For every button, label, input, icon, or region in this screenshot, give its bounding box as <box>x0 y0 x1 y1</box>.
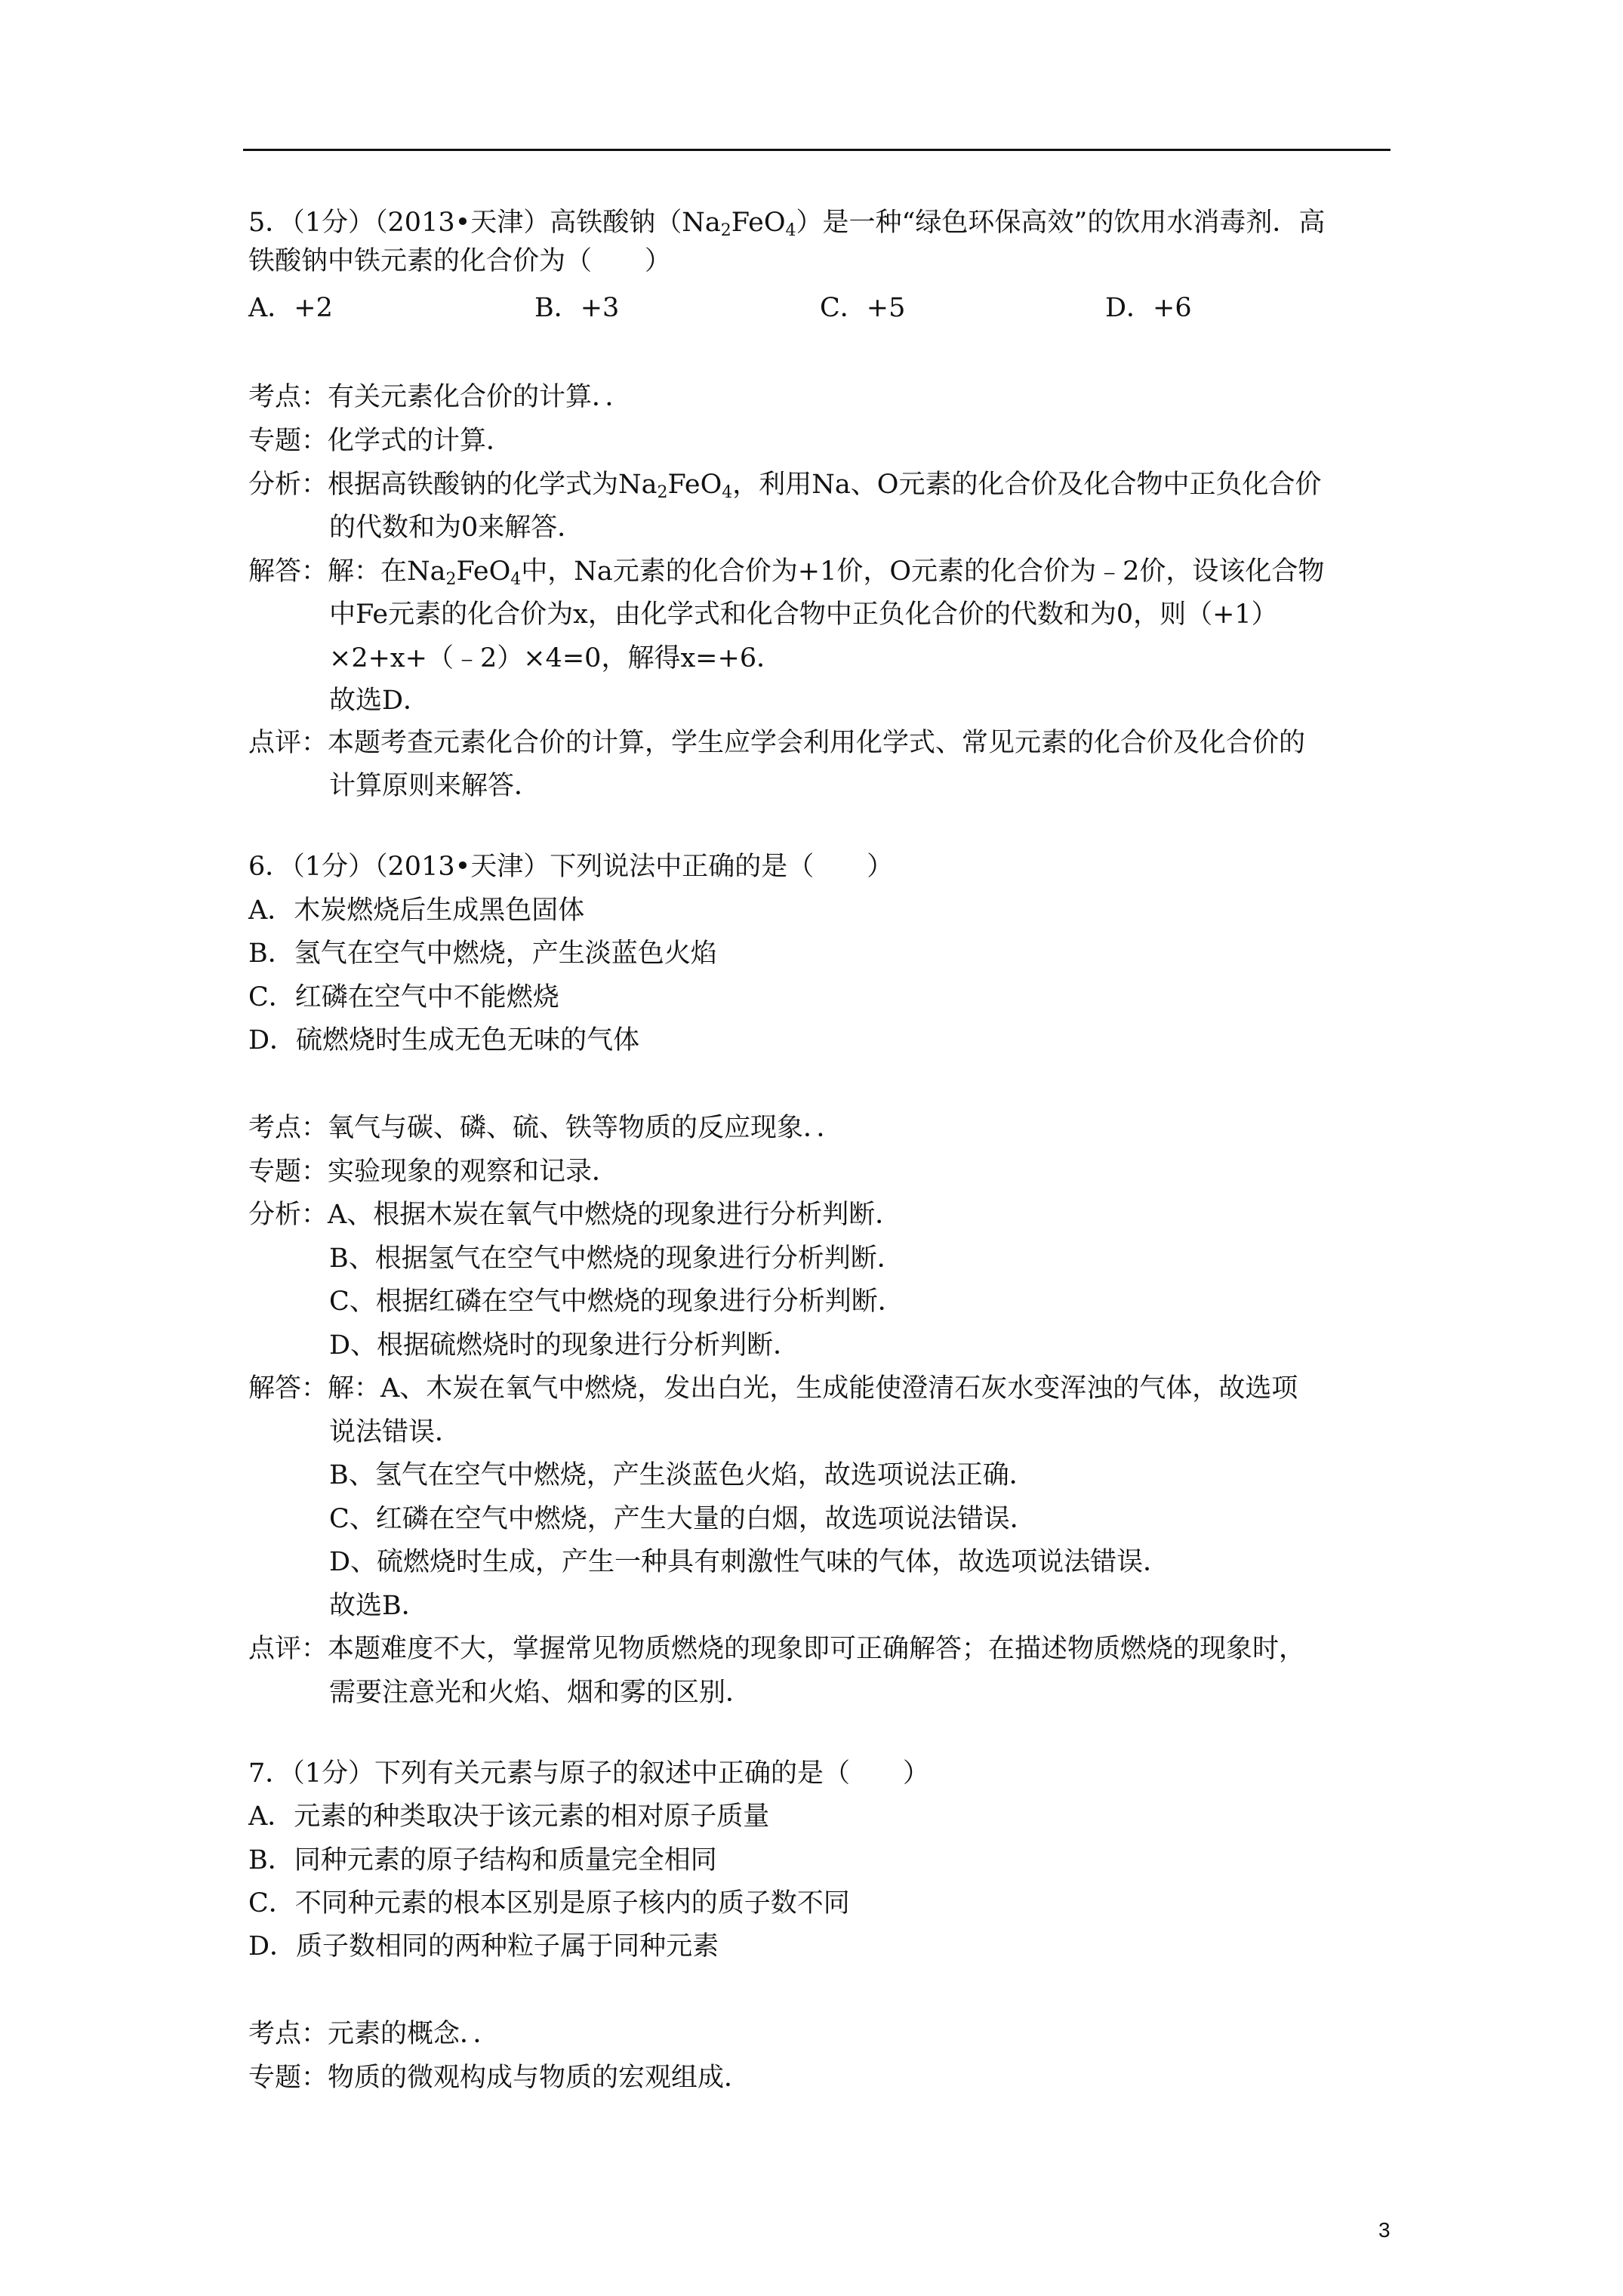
q6-option-b: B．氢气在空气中燃烧，产生淡蓝色火焰 <box>248 938 717 969</box>
q6-option-a: A．木炭燃烧后生成黑色固体 <box>248 895 585 926</box>
q6-dianping-line2: 需要注意光和火焰、烟和雾的区别． <box>329 1678 753 1708</box>
q6-option-c: C．红磷在空气中不能燃烧 <box>248 982 559 1012</box>
header-rule <box>243 149 1390 151</box>
q5-option-d: D．+6 <box>1105 293 1192 323</box>
q6-jieda-line3: B、氢气在空气中燃烧，产生淡蓝色火焰，故选项说法正确． <box>329 1460 1036 1490</box>
q5-option-c: C．+5 <box>820 293 906 323</box>
q6-zhuanti: 专题：实验现象的观察和记录． <box>248 1157 619 1187</box>
q5-kaodian: 考点：有关元素化合价的计算．． <box>248 382 632 412</box>
q6-jieda-line6: 故选B． <box>329 1591 428 1621</box>
q6-option-d: D．硫燃烧时生成无色无味的气体 <box>248 1025 640 1056</box>
q6-fenxi-line1: 分析：A、根据木炭在氧气中燃烧的现象进行分析判断． <box>248 1200 902 1230</box>
q7-option-a: A．元素的种类取决于该元素的相对原子质量 <box>248 1801 770 1832</box>
q6-jieda-line5: D、硫燃烧时生成，产生一种具有刺激性气味的气体，故选项说法错误． <box>329 1547 1170 1577</box>
q7-option-c: C．不同种元素的根本区别是原子核内的质子数不同 <box>248 1888 850 1918</box>
q5-jieda-line1: 解答：解：在$Na_2FeO_4$中，Na元素的化合价为+1价，O元素的化合价为﹣2价，设该化合物 <box>248 556 1325 589</box>
q5-stem-line2: 铁酸钠中铁元素的化合价为（ ） <box>248 246 672 276</box>
q5-jieda-line3: ×2+x+（﹣2）×4=0，解得x=+6． <box>329 643 784 673</box>
q5-fenxi-line1: 分析：根据高铁酸钠的化学式为$Na_2FeO_4$，利用Na、O元素的化合价及化合物中正负化合价 <box>248 470 1322 502</box>
q6-fenxi-line2: B、根据氢气在空气中燃烧的现象进行分析判断． <box>329 1244 904 1274</box>
q6-jieda-line4: C、红磷在空气中燃烧，产生大量的白烟，故选项说法错误． <box>329 1504 1036 1534</box>
q7-stem: 7．（1分）下列有关元素与原子的叙述中正确的是（ ） <box>248 1758 930 1789</box>
page-number: 3 <box>1378 2218 1390 2242</box>
q5-dianping-line2: 计算原则来解答． <box>329 771 541 801</box>
q6-fenxi-line4: D、根据硫燃烧时的现象进行分析判断． <box>329 1330 800 1361</box>
q5-option-a: A．+2 <box>248 293 333 323</box>
q5-zhuanti: 专题：化学式的计算． <box>248 426 513 456</box>
q5-jieda-line2: 中Fe元素的化合价为x，由化学式和化合物中正负化合价的代数和为0，则（+1） <box>329 599 1278 630</box>
q6-dianping-line1: 点评：本题难度不大，掌握常见物质燃烧的现象即可正确解答；在描述物质燃烧的现象时， <box>248 1634 1306 1664</box>
q7-option-d: D．质子数相同的两种粒子属于同种元素 <box>248 1931 719 1962</box>
q6-fenxi-line3: C、根据红磷在空气中燃烧的现象进行分析判断． <box>329 1287 904 1317</box>
q5-option-b: B．+3 <box>534 293 620 323</box>
q5-stem-line1: 5．（1分）（2013•天津）高铁酸钠$(Na_2FeO_4)$是一种“绿色环保高效”的饮用水消毒剂．高 <box>248 208 1326 240</box>
q7-kaodian: 考点：元素的概念．． <box>248 2019 500 2049</box>
q5-fenxi-line2: 的代数和为0来解答． <box>329 513 584 543</box>
q6-jieda-line1: 解答：解：A、木炭在氧气中燃烧，发出白光，生成能使澄清石灰水变浑浊的气体，故选项 <box>248 1373 1298 1404</box>
q6-jieda-line2: 说法错误． <box>329 1417 462 1447</box>
q5-dianping-line1: 点评：本题考查元素化合价的计算，学生应学会利用化学式、常见元素的化合价及化合价的 <box>248 728 1306 758</box>
q5-jieda-line4: 故选D． <box>329 686 430 716</box>
q7-zhuanti: 专题：物质的微观构成与物质的宏观组成． <box>248 2063 751 2093</box>
q7-option-b: B．同种元素的原子结构和质量完全相同 <box>248 1845 717 1875</box>
q6-kaodian: 考点：氧气与碳、磷、硫、铁等物质的反应现象．． <box>248 1113 843 1143</box>
q6-stem: 6．（1分）（2013•天津）下列说法中正确的是（ ） <box>248 852 894 882</box>
